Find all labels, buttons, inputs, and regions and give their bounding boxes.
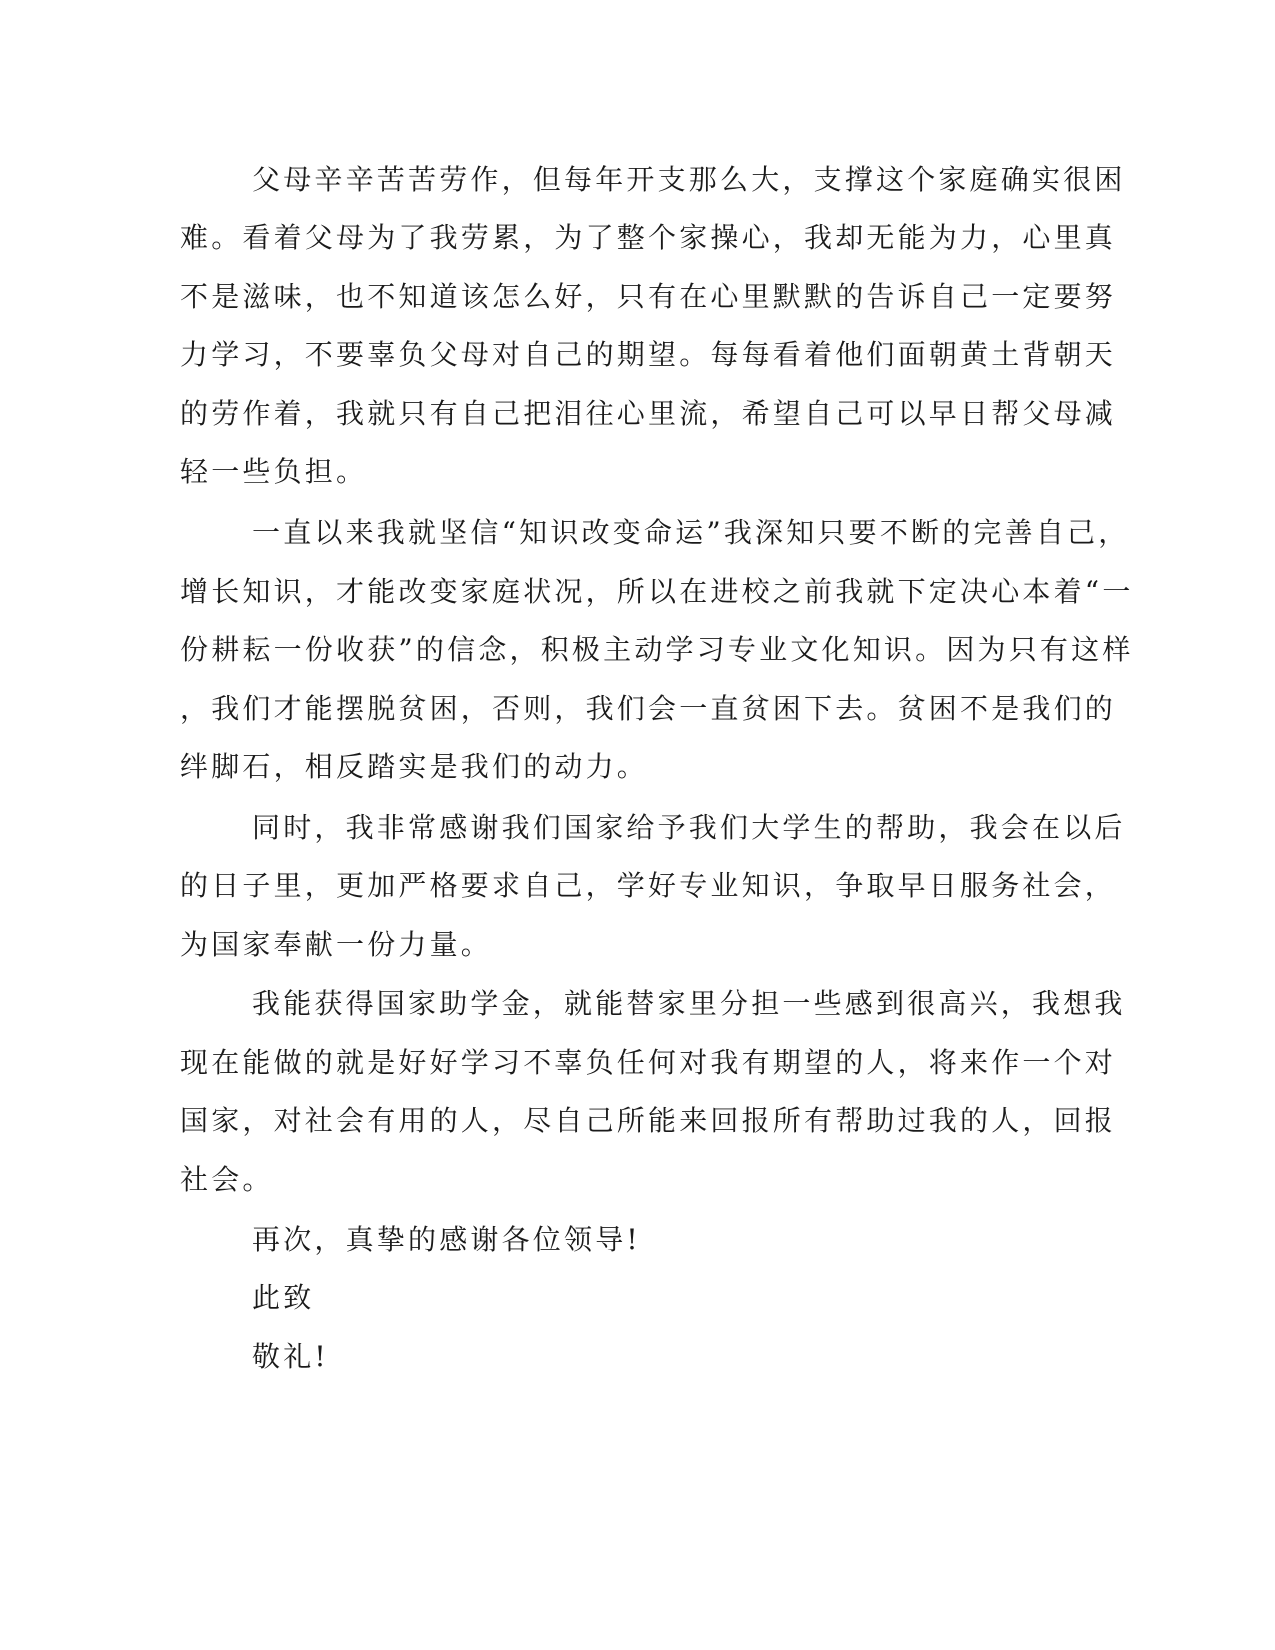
paragraph-2-line-1: 一直以来我就坚信“知识改变命运”我深知只要不断的完善自己， xyxy=(252,516,1130,549)
paragraph-2-line-3: 份耕耘一份收获”的信念，积极主动学习专业文化知识。因为只有这样 xyxy=(180,633,1134,666)
paragraph-1-line-5: 的劳作着，我就只有自己把泪往心里流，希望自己可以早日帮父母减 xyxy=(180,397,1117,430)
paragraph-1-line-6: 轻一些负担。 xyxy=(180,455,368,488)
paragraph-4-line-3: 国家，对社会有用的人，尽自己所能来回报所有帮助过我的人，回报 xyxy=(180,1104,1117,1137)
paragraph-4-line-1: 我能获得国家助学金，就能替家里分担一些感到很高兴，我想我 xyxy=(252,987,1126,1020)
paragraph-2-line-5: 绊脚石，相反踏实是我们的动力。 xyxy=(180,750,649,783)
paragraph-3-line-3: 为国家奉献一份力量。 xyxy=(180,928,493,961)
paragraph-2-line-2: 增长知识，才能改变家庭状况，所以在进校之前我就下定决心本着“一 xyxy=(180,575,1134,608)
thanks-line: 再次，真挚的感谢各位领导! xyxy=(252,1223,641,1256)
paragraph-4-line-4: 社会。 xyxy=(180,1163,274,1196)
paragraph-4-line-2: 现在能做的就是好好学习不辜负任何对我有期望的人，将来作一个对 xyxy=(180,1046,1117,1079)
paragraph-1-line-2: 难。看着父母为了我劳累，为了整个家操心，我却无能为力，心里真 xyxy=(180,221,1117,254)
closing-line: 此致 xyxy=(252,1281,315,1314)
paragraph-3-line-2: 的日子里，更加严格要求自己，学好专业知识，争取早日服务社会， xyxy=(180,869,1117,902)
paragraph-3-line-1: 同时，我非常感谢我们国家给予我们大学生的帮助，我会在以后 xyxy=(252,811,1126,844)
salutation-line: 敬礼! xyxy=(252,1340,329,1373)
paragraph-2-line-4: ，我们才能摆脱贫困，否则，我们会一直贫困下去。贫困不是我们的 xyxy=(180,692,1117,725)
paragraph-1-line-1: 父母辛辛苦苦劳作，但每年开支那么大，支撑这个家庭确实很困 xyxy=(252,163,1126,196)
paragraph-1-line-3: 不是滋味，也不知道该怎么好，只有在心里默默的告诉自己一定要努 xyxy=(180,280,1117,313)
paragraph-1-line-4: 力学习，不要辜负父母对自己的期望。每每看着他们面朝黄土背朝天 xyxy=(180,338,1117,371)
